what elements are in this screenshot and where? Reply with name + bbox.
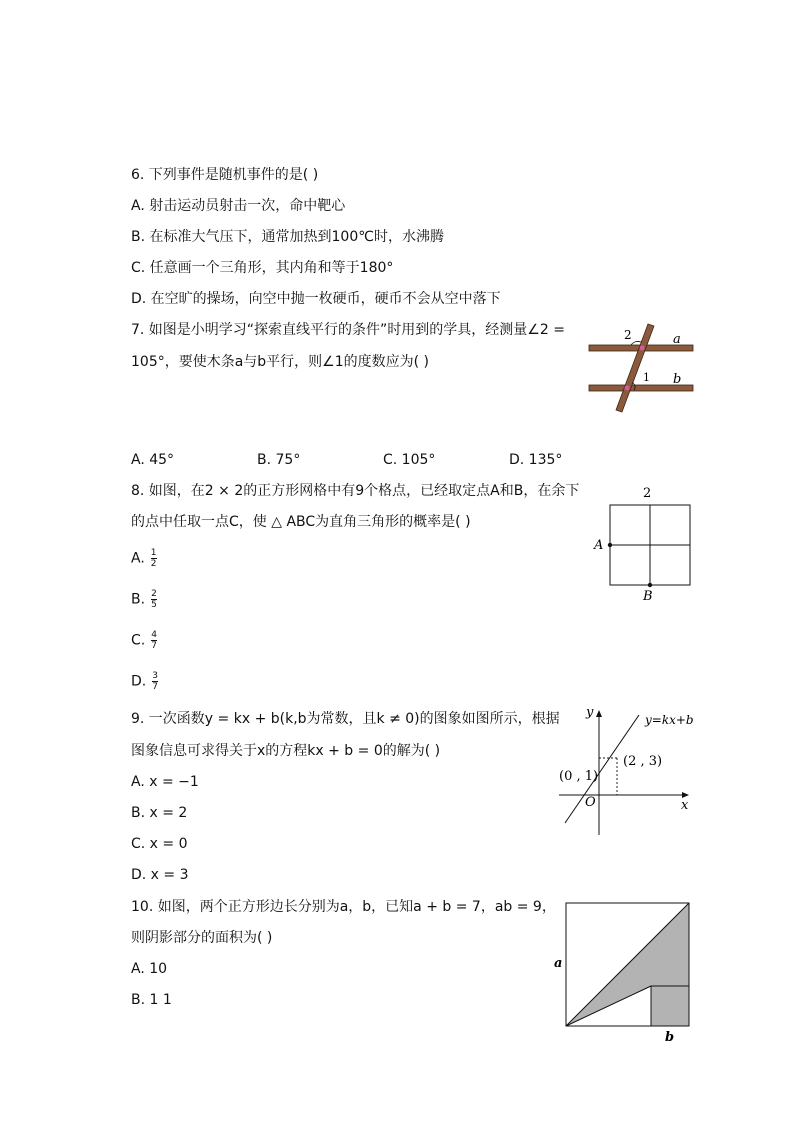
label-origin: O [585, 795, 596, 810]
q9-stem-line1: 9. 一次函数y = kx + b(k,b为常数，且k ≠ 0)的图象如图所示，根据 [131, 711, 560, 727]
label-point-0-1: (0 , 1) [559, 769, 599, 784]
q9-option-c: C. x = 0 [131, 836, 188, 852]
label-function: y=kx+b [645, 713, 694, 727]
q8-option-b-letter: B. [131, 591, 146, 608]
q9-option-b: B. x = 2 [131, 805, 188, 821]
point-a [608, 543, 612, 547]
q6-stem: 6. 下列事件是随机事件的是( ) [131, 167, 319, 183]
q7-option-c: C. 105° [383, 452, 436, 468]
stick-transversal [616, 324, 654, 412]
q8-option-a-fraction [151, 548, 157, 569]
q6-option-d: D. 在空旷的操场，向空中抛一枚硬币，硬币不会从空中落下 [131, 291, 501, 307]
q10-figure-two-squares [550, 897, 700, 1047]
label-y: y [586, 705, 594, 720]
q8-a-den: 2 [150, 559, 157, 569]
q8-a-num: 1 [150, 548, 157, 558]
q9-option-a: A. x = −1 [131, 774, 199, 790]
nail-bottom [625, 386, 630, 391]
q8-stem-line2: 的点中任取一点C，使 △ ABC为直角三角形的概率是( ) [131, 514, 471, 530]
q8-b-num: 2 [151, 589, 157, 599]
q7-option-d: D. 135° [509, 452, 563, 468]
q8-option-d-fraction [152, 671, 158, 692]
q9-stem-line2: 图象信息可求得关于x的方程kx + b = 0的解为( ) [131, 743, 441, 759]
label-x: x [681, 798, 689, 813]
q7-stem-line2: 105°，要使木条a与b平行，则∠1的度数应为( ) [131, 354, 430, 370]
label-line-a: a [673, 332, 681, 347]
q8-figure-grid [590, 482, 700, 606]
q10-option-a: A. 10 [131, 961, 168, 977]
q8-option-b-fraction [151, 589, 157, 610]
label-angle-2: 2 [624, 328, 632, 342]
label-angle-1: 1 [643, 371, 650, 384]
point-b [648, 583, 652, 587]
q10-stem-line2: 则阴影部分的面积为( ) [131, 930, 273, 946]
y-axis-arrow [596, 710, 602, 717]
q7-option-b: B. 75° [257, 452, 301, 468]
small-square-shaded [651, 986, 689, 1026]
q7-figure-parallel-sticks [585, 320, 700, 416]
grid-top-label: 2 [643, 486, 652, 501]
q8-option-c-letter: C. [131, 632, 146, 649]
label-point-a: A [594, 538, 604, 553]
q8-d-num: 3 [152, 671, 158, 681]
q8-option-d [131, 671, 158, 692]
q8-option-d-letter: D. [131, 673, 147, 690]
q8-option-a-letter: A. [131, 550, 145, 567]
q8-b-den: 5 [151, 600, 157, 610]
q9-option-d: D. x = 3 [131, 867, 189, 883]
q8-c-den: 7 [151, 641, 157, 651]
q6-option-b: B. 在标准大气压下，通常加热到100℃时，水沸腾 [131, 229, 444, 245]
q8-c-num: 4 [151, 630, 157, 640]
q10-option-b: B. 1 1 [131, 992, 172, 1008]
q8-option-b [131, 589, 157, 610]
q8-option-c-fraction [151, 630, 157, 651]
q8-option-a [131, 548, 157, 569]
q8-d-den: 7 [152, 682, 158, 692]
q6-option-c: C. 任意画一个三角形，其内角和等于180° [131, 260, 394, 276]
label-side-a: a [554, 956, 563, 971]
label-point-2-3: (2 , 3) [623, 754, 663, 769]
nail-top [640, 346, 645, 351]
q7-option-a: A. 45° [131, 452, 175, 468]
q10-stem-line1: 10. 如图，两个正方形边长分别为a，b，已知a + b = 7，ab = 9， [131, 899, 556, 915]
q9-figure-linear-function [555, 703, 700, 838]
q7-stem-line1: 7. 如图是小明学习“探索直线平行的条件”时用到的学具，经测量∠2 = [131, 322, 565, 338]
label-line-b: b [673, 372, 682, 387]
q8-stem-line1: 8. 如图，在2 × 2的正方形网格中有9个格点，已经取定点A和B，在余下 [131, 483, 580, 499]
label-side-b: b [665, 1030, 675, 1045]
q6-option-a: A. 射击运动员射击一次，命中靶心 [131, 198, 346, 214]
angle-2-arc [631, 341, 641, 345]
q8-option-c [131, 630, 157, 651]
label-point-b: B [643, 589, 653, 604]
